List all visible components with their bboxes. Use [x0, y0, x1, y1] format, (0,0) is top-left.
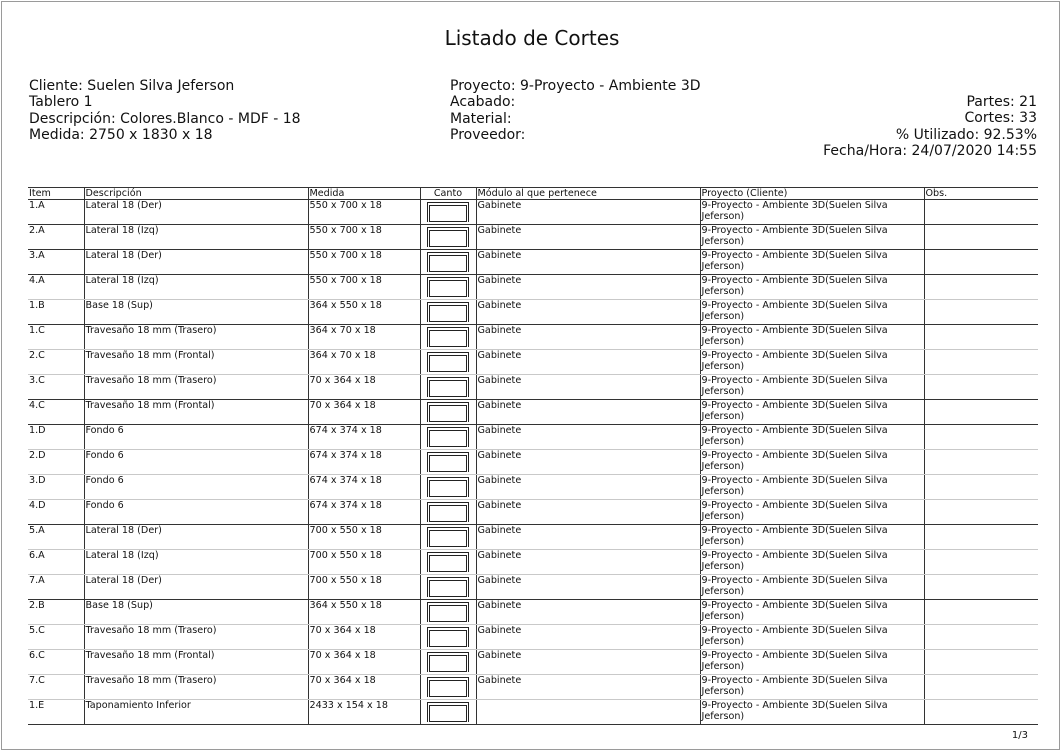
cell-description: Lateral 18 (Der): [84, 525, 308, 550]
cell-project: 9-Proyecto - Ambiente 3D(Suelen Silva Jeferson): [700, 650, 924, 675]
header-middle: [450, 78, 701, 143]
client-line: Cliente: Suelen Silva Jeferson: [29, 78, 235, 94]
table-row: [28, 250, 1038, 275]
cell-obs: [924, 700, 1038, 725]
table-row: [28, 700, 1038, 725]
cell-size: 70 x 364 x 18: [308, 375, 420, 400]
cell-obs: [924, 250, 1038, 275]
cell-module: Gabinete: [476, 375, 700, 400]
cell-obs: [924, 350, 1038, 375]
cell-description: Lateral 18 (Izq): [84, 225, 308, 250]
cell-item: 5.C: [28, 625, 84, 650]
cell-module: Gabinete: [476, 650, 700, 675]
edge-banding-diagram: [427, 452, 469, 472]
cell-module: Gabinete: [476, 575, 700, 600]
cuts-table: [28, 187, 1038, 725]
col-obs: Obs.: [924, 188, 1038, 200]
cell-size: 550 x 700 x 18: [308, 250, 420, 275]
table-row: [28, 400, 1038, 425]
cell-obs: [924, 200, 1038, 225]
table-row: [28, 275, 1038, 300]
edge-inner-rect: [429, 280, 467, 297]
header-right: [823, 94, 1037, 159]
edge-inner-rect: [429, 455, 467, 472]
cell-obs: [924, 550, 1038, 575]
cell-obs: [924, 475, 1038, 500]
cell-description: Taponamiento Inferior: [84, 700, 308, 725]
cell-obs: [924, 225, 1038, 250]
cell-project: 9-Proyecto - Ambiente 3D(Suelen Silva Jeferson): [700, 350, 924, 375]
cell-size: 674 x 374 x 18: [308, 450, 420, 475]
edge-banding-diagram: [427, 577, 469, 597]
edge-inner-rect: [429, 630, 467, 647]
cell-edge: [420, 200, 476, 225]
cell-description: Travesaño 18 mm (Frontal): [84, 400, 308, 425]
cell-size: 2433 x 154 x 18: [308, 700, 420, 725]
cell-edge: [420, 375, 476, 400]
table-row: [28, 500, 1038, 525]
col-module: Módulo al que pertenece: [476, 188, 700, 200]
cell-edge: [420, 650, 476, 675]
cell-size: 364 x 550 x 18: [308, 300, 420, 325]
cell-obs: [924, 625, 1038, 650]
cell-module: Gabinete: [476, 325, 700, 350]
cell-description: Travesaño 18 mm (Trasero): [84, 325, 308, 350]
cell-size: 550 x 700 x 18: [308, 225, 420, 250]
table-row: [28, 675, 1038, 700]
cell-edge: [420, 625, 476, 650]
table-row: [28, 575, 1038, 600]
cell-project: 9-Proyecto - Ambiente 3D(Suelen Silva Jeferson): [700, 300, 924, 325]
cell-edge: [420, 475, 476, 500]
cell-item: 4.C: [28, 400, 84, 425]
cell-project: 9-Proyecto - Ambiente 3D(Suelen Silva Jeferson): [700, 225, 924, 250]
cuts-count: Cortes: 33: [964, 110, 1037, 127]
edge-banding-diagram: [427, 227, 469, 247]
cell-description: Fondo 6: [84, 500, 308, 525]
cell-obs: [924, 525, 1038, 550]
header-left: [29, 78, 301, 143]
cell-edge: [420, 450, 476, 475]
edge-inner-rect: [429, 680, 467, 697]
cell-description: Fondo 6: [84, 425, 308, 450]
page-number: 1/3: [1011, 730, 1028, 741]
edge-inner-rect: [429, 205, 467, 222]
edge-banding-diagram: [427, 252, 469, 272]
edge-banding-diagram: [427, 552, 469, 572]
cell-size: 364 x 550 x 18: [308, 600, 420, 625]
cell-obs: [924, 425, 1038, 450]
cell-project: 9-Proyecto - Ambiente 3D(Suelen Silva Jeferson): [700, 325, 924, 350]
cell-project: 9-Proyecto - Ambiente 3D(Suelen Silva Jeferson): [700, 250, 924, 275]
table-row: [28, 475, 1038, 500]
cell-edge: [420, 525, 476, 550]
cell-size: 700 x 550 x 18: [308, 525, 420, 550]
table-row: [28, 525, 1038, 550]
col-edge: Canto: [420, 188, 476, 200]
edge-inner-rect: [429, 480, 467, 497]
edge-inner-rect: [429, 355, 467, 372]
cell-edge: [420, 700, 476, 725]
edge-banding-diagram: [427, 302, 469, 322]
edge-banding-diagram: [427, 202, 469, 222]
finish-line: Acabado:: [450, 94, 516, 111]
cuts-table-body: [28, 200, 1038, 725]
cell-obs: [924, 375, 1038, 400]
edge-inner-rect: [429, 605, 467, 622]
cell-project: 9-Proyecto - Ambiente 3D(Suelen Silva Jeferson): [700, 375, 924, 400]
cell-size: 364 x 70 x 18: [308, 350, 420, 375]
table-row: [28, 350, 1038, 375]
cell-size: 674 x 374 x 18: [308, 425, 420, 450]
board-line: Tablero 1: [29, 94, 93, 111]
cell-module: Gabinete: [476, 350, 700, 375]
cell-description: Travesaño 18 mm (Frontal): [84, 350, 308, 375]
cell-edge: [420, 275, 476, 300]
cell-size: 550 x 700 x 18: [308, 200, 420, 225]
edge-banding-diagram: [427, 652, 469, 672]
cell-description: Lateral 18 (Izq): [84, 275, 308, 300]
cell-item: 5.A: [28, 525, 84, 550]
col-item: Ítem: [28, 188, 84, 200]
cell-item: 2.D: [28, 450, 84, 475]
cell-size: 550 x 700 x 18: [308, 275, 420, 300]
cell-module: Gabinete: [476, 425, 700, 450]
edge-inner-rect: [429, 655, 467, 672]
cell-edge: [420, 500, 476, 525]
cell-project: 9-Proyecto - Ambiente 3D(Suelen Silva Jeferson): [700, 475, 924, 500]
cell-module: Gabinete: [476, 550, 700, 575]
parts-count: Partes: 21: [966, 94, 1037, 110]
table-row: [28, 375, 1038, 400]
cell-description: Fondo 6: [84, 475, 308, 500]
cell-item: 7.C: [28, 675, 84, 700]
cell-project: 9-Proyecto - Ambiente 3D(Suelen Silva Jeferson): [700, 600, 924, 625]
cell-module: Gabinete: [476, 475, 700, 500]
cell-item: 1.B: [28, 300, 84, 325]
edge-inner-rect: [429, 405, 467, 422]
table-header-row: [28, 188, 1038, 200]
table-row: [28, 650, 1038, 675]
cell-module: Gabinete: [476, 625, 700, 650]
cell-item: 6.C: [28, 650, 84, 675]
cell-item: 3.D: [28, 475, 84, 500]
cell-description: Lateral 18 (Der): [84, 575, 308, 600]
edge-banding-diagram: [427, 427, 469, 447]
cell-project: 9-Proyecto - Ambiente 3D(Suelen Silva Jeferson): [700, 400, 924, 425]
cell-item: 1.A: [28, 200, 84, 225]
cell-edge: [420, 400, 476, 425]
cell-description: Travesaño 18 mm (Frontal): [84, 650, 308, 675]
edge-banding-diagram: [427, 352, 469, 372]
cell-module: Gabinete: [476, 300, 700, 325]
cell-module: Gabinete: [476, 675, 700, 700]
edge-banding-diagram: [427, 377, 469, 397]
edge-banding-diagram: [427, 477, 469, 497]
cell-module: Gabinete: [476, 400, 700, 425]
cell-edge: [420, 675, 476, 700]
project-line: Proyecto: 9-Proyecto - Ambiente 3D: [450, 78, 701, 94]
cell-project: 9-Proyecto - Ambiente 3D(Suelen Silva Jeferson): [700, 200, 924, 225]
edge-banding-diagram: [427, 327, 469, 347]
cell-edge: [420, 425, 476, 450]
table-row: [28, 425, 1038, 450]
cell-item: 1.C: [28, 325, 84, 350]
cell-obs: [924, 575, 1038, 600]
cell-project: 9-Proyecto - Ambiente 3D(Suelen Silva Jeferson): [700, 675, 924, 700]
col-size: Medida: [308, 188, 420, 200]
cell-edge: [420, 250, 476, 275]
cell-item: 2.B: [28, 600, 84, 625]
description-line: Descripción: Colores.Blanco - MDF - 18: [29, 110, 301, 127]
edge-banding-diagram: [427, 277, 469, 297]
col-project: Proyecto (Cliente): [700, 188, 924, 200]
edge-inner-rect: [429, 380, 467, 397]
cell-item: 1.E: [28, 700, 84, 725]
cell-item: 7.A: [28, 575, 84, 600]
size-line: Medida: 2750 x 1830 x 18: [29, 126, 213, 143]
cell-obs: [924, 600, 1038, 625]
material-line: Material:: [450, 110, 512, 127]
cell-project: 9-Proyecto - Ambiente 3D(Suelen Silva Jeferson): [700, 500, 924, 525]
edge-inner-rect: [429, 305, 467, 322]
date-time: Fecha/Hora: 24/07/2020 14:55: [823, 142, 1037, 159]
cell-size: 700 x 550 x 18: [308, 575, 420, 600]
edge-inner-rect: [429, 530, 467, 547]
cell-obs: [924, 450, 1038, 475]
cell-obs: [924, 325, 1038, 350]
edge-banding-diagram: [427, 677, 469, 697]
cell-module: Gabinete: [476, 225, 700, 250]
cell-obs: [924, 650, 1038, 675]
cell-module: Gabinete: [476, 525, 700, 550]
cell-edge: [420, 575, 476, 600]
cell-description: Travesaño 18 mm (Trasero): [84, 625, 308, 650]
cell-obs: [924, 500, 1038, 525]
cell-obs: [924, 400, 1038, 425]
edge-inner-rect: [429, 705, 467, 722]
cell-edge: [420, 600, 476, 625]
cell-size: 364 x 70 x 18: [308, 325, 420, 350]
edge-inner-rect: [429, 555, 467, 572]
cell-edge: [420, 550, 476, 575]
table-row: [28, 200, 1038, 225]
cell-description: Fondo 6: [84, 450, 308, 475]
cell-item: 2.C: [28, 350, 84, 375]
cell-project: 9-Proyecto - Ambiente 3D(Suelen Silva Jeferson): [700, 550, 924, 575]
cell-project: 9-Proyecto - Ambiente 3D(Suelen Silva Jeferson): [700, 425, 924, 450]
cell-size: 674 x 374 x 18: [308, 500, 420, 525]
cell-size: 70 x 364 x 18: [308, 650, 420, 675]
cell-size: 700 x 550 x 18: [308, 550, 420, 575]
cell-description: Travesaño 18 mm (Trasero): [84, 375, 308, 400]
cell-obs: [924, 275, 1038, 300]
cell-description: Lateral 18 (Izq): [84, 550, 308, 575]
cell-edge: [420, 350, 476, 375]
cell-item: 1.D: [28, 425, 84, 450]
cell-obs: [924, 675, 1038, 700]
supplier-line: Proveedor:: [450, 126, 526, 143]
edge-banding-diagram: [427, 702, 469, 722]
cell-obs: [924, 300, 1038, 325]
cell-description: Base 18 (Sup): [84, 300, 308, 325]
edge-inner-rect: [429, 505, 467, 522]
cell-item: 4.D: [28, 500, 84, 525]
cell-item: 3.A: [28, 250, 84, 275]
table-row: [28, 325, 1038, 350]
report-title: Listado de Cortes: [444, 26, 620, 50]
cell-edge: [420, 225, 476, 250]
edge-inner-rect: [429, 580, 467, 597]
cell-module: Gabinete: [476, 275, 700, 300]
cell-module: [476, 700, 700, 725]
cell-module: Gabinete: [476, 450, 700, 475]
edge-inner-rect: [429, 255, 467, 272]
cell-edge: [420, 300, 476, 325]
edge-banding-diagram: [427, 602, 469, 622]
table-row: [28, 450, 1038, 475]
cell-size: 674 x 374 x 18: [308, 475, 420, 500]
cell-module: Gabinete: [476, 250, 700, 275]
table-row: [28, 625, 1038, 650]
cell-item: 6.A: [28, 550, 84, 575]
cell-description: Lateral 18 (Der): [84, 250, 308, 275]
utilization: % Utilizado: 92.53%: [895, 126, 1037, 143]
cell-project: 9-Proyecto - Ambiente 3D(Suelen Silva Jeferson): [700, 525, 924, 550]
edge-banding-diagram: [427, 627, 469, 647]
cell-item: 3.C: [28, 375, 84, 400]
cell-module: Gabinete: [476, 200, 700, 225]
cell-project: 9-Proyecto - Ambiente 3D(Suelen Silva Jeferson): [700, 275, 924, 300]
cell-description: Travesaño 18 mm (Trasero): [84, 675, 308, 700]
table-row: [28, 600, 1038, 625]
cell-project: 9-Proyecto - Ambiente 3D(Suelen Silva Jeferson): [700, 625, 924, 650]
cell-item: 4.A: [28, 275, 84, 300]
cell-size: 70 x 364 x 18: [308, 675, 420, 700]
edge-inner-rect: [429, 330, 467, 347]
cell-size: 70 x 364 x 18: [308, 400, 420, 425]
edge-inner-rect: [429, 430, 467, 447]
table-row: [28, 300, 1038, 325]
cell-description: Lateral 18 (Der): [84, 200, 308, 225]
edge-banding-diagram: [427, 527, 469, 547]
table-row: [28, 550, 1038, 575]
edge-banding-diagram: [427, 502, 469, 522]
cell-module: Gabinete: [476, 500, 700, 525]
cell-project: 9-Proyecto - Ambiente 3D(Suelen Silva Jeferson): [700, 450, 924, 475]
cell-module: Gabinete: [476, 600, 700, 625]
cell-project: 9-Proyecto - Ambiente 3D(Suelen Silva Jeferson): [700, 575, 924, 600]
cell-project: 9-Proyecto - Ambiente 3D(Suelen Silva Jeferson): [700, 700, 924, 725]
cell-item: 2.A: [28, 225, 84, 250]
col-description: Descripción: [84, 188, 308, 200]
cell-description: Base 18 (Sup): [84, 600, 308, 625]
edge-banding-diagram: [427, 402, 469, 422]
cell-size: 70 x 364 x 18: [308, 625, 420, 650]
edge-inner-rect: [429, 230, 467, 247]
cell-edge: [420, 325, 476, 350]
table-row: [28, 225, 1038, 250]
